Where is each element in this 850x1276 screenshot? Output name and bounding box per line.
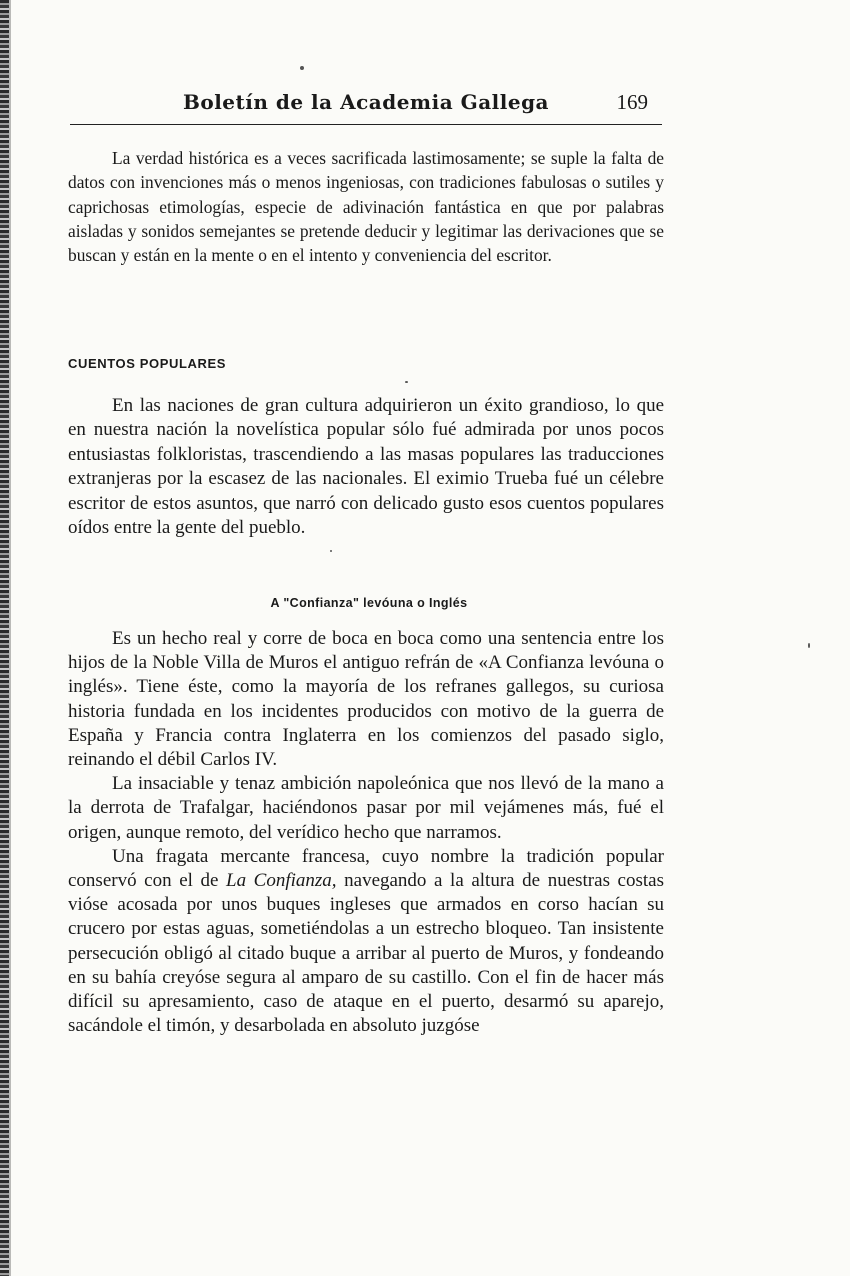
story-paragraph-3-end: navegando a la altura de nuestras costas vióse acosada por unos buques ingleses que armados en corso hacían su crucero por estas aguas, sometiéndolas a un estrecho bloqueo. Tan insistente persecución obligó al citado buque a arribar al puerto de Muros, y fondeando en su bahía creyóse segura al amparo de su castillo. Con el fin de hacer más difícil su apresamiento, caso de ataque en el puerto, desarmó su aparejo, sacándole el timón, y desarbolada en absoluto juzgóse: [68, 870, 664, 1037]
story-paragraph-1: Es un hecho real y corre de boca en boca como una sentencia entre los hijos de la Noble Villa de Muros el antiguo refrán de «A Confianza levóuna o inglés». Tiene éste, como la mayoría de los refranes gallegos, su curiosa historia fundada en los incidentes producidos con motivo de la guerra de España y Francia contra Inglaterra en los comienzos del pasado siglo, reinando el débil Carlos IV.: [68, 628, 664, 771]
page-number: 169: [616, 90, 648, 114]
book-binding-edge: [0, 0, 9, 1276]
section-block: [68, 394, 664, 540]
section-title: CUENTOS POPULARES: [68, 356, 227, 371]
story-paragraph-3: [68, 845, 664, 1039]
ink-speck: [405, 381, 408, 383]
page-header: [70, 88, 662, 124]
ink-speck: [330, 550, 332, 552]
header-rule: [70, 124, 662, 125]
intro-paragraph: La verdad histórica es a veces sacrificada lastimosamente; se suple la falta de datos con invenciones más o menos ingeniosas, con tradiciones fabulosas o sutiles y caprichosas etimologías, especie de adivinación fantástica en que por palabras aisladas y sonidos semejantes se pretende deducir y legitimar las derivaciones que se buscan y están en la mente o en el intento y conveniencia del escritor.: [68, 148, 664, 266]
section-paragraph: En las naciones de gran cultura adquirieron un éxito grandioso, lo que en nuestra nación la novelística popular sólo fué admirada por unos pocos entusiastas folkloristas, trascendiendo a las masas populares las traducciones extranjeras por la escasez de las nacionales. El eximio Trueba fué un célebre escritor de estos asuntos, que narró con delicado gusto esos cuentos populares oídos entre la gente del pueblo.: [68, 395, 664, 539]
ship-name: La Confianza,: [226, 870, 337, 892]
story-title: A "Confianza" levóuna o Inglés: [270, 596, 468, 610]
ink-speck: [808, 643, 810, 648]
ink-speck: [300, 66, 304, 70]
intro-block: [68, 146, 664, 267]
story-paragraph-3-start: Una fragata mercante francesa, cuyo nombre la tradición popular conservó con el de: [68, 845, 664, 892]
gutter-shadow: [9, 0, 11, 1276]
story-paragraph-2: La insaciable y tenaz ambición napoleónica que nos llevó de la mano a la derrota de Trafalgar, haciéndonos pasar por mil vejámenes más, fué el origen, aunque remoto, del verídico hecho que narramos.: [68, 773, 664, 843]
story-block: [68, 627, 664, 1038]
running-head: Boletín de la Academia Gallega: [182, 90, 550, 114]
